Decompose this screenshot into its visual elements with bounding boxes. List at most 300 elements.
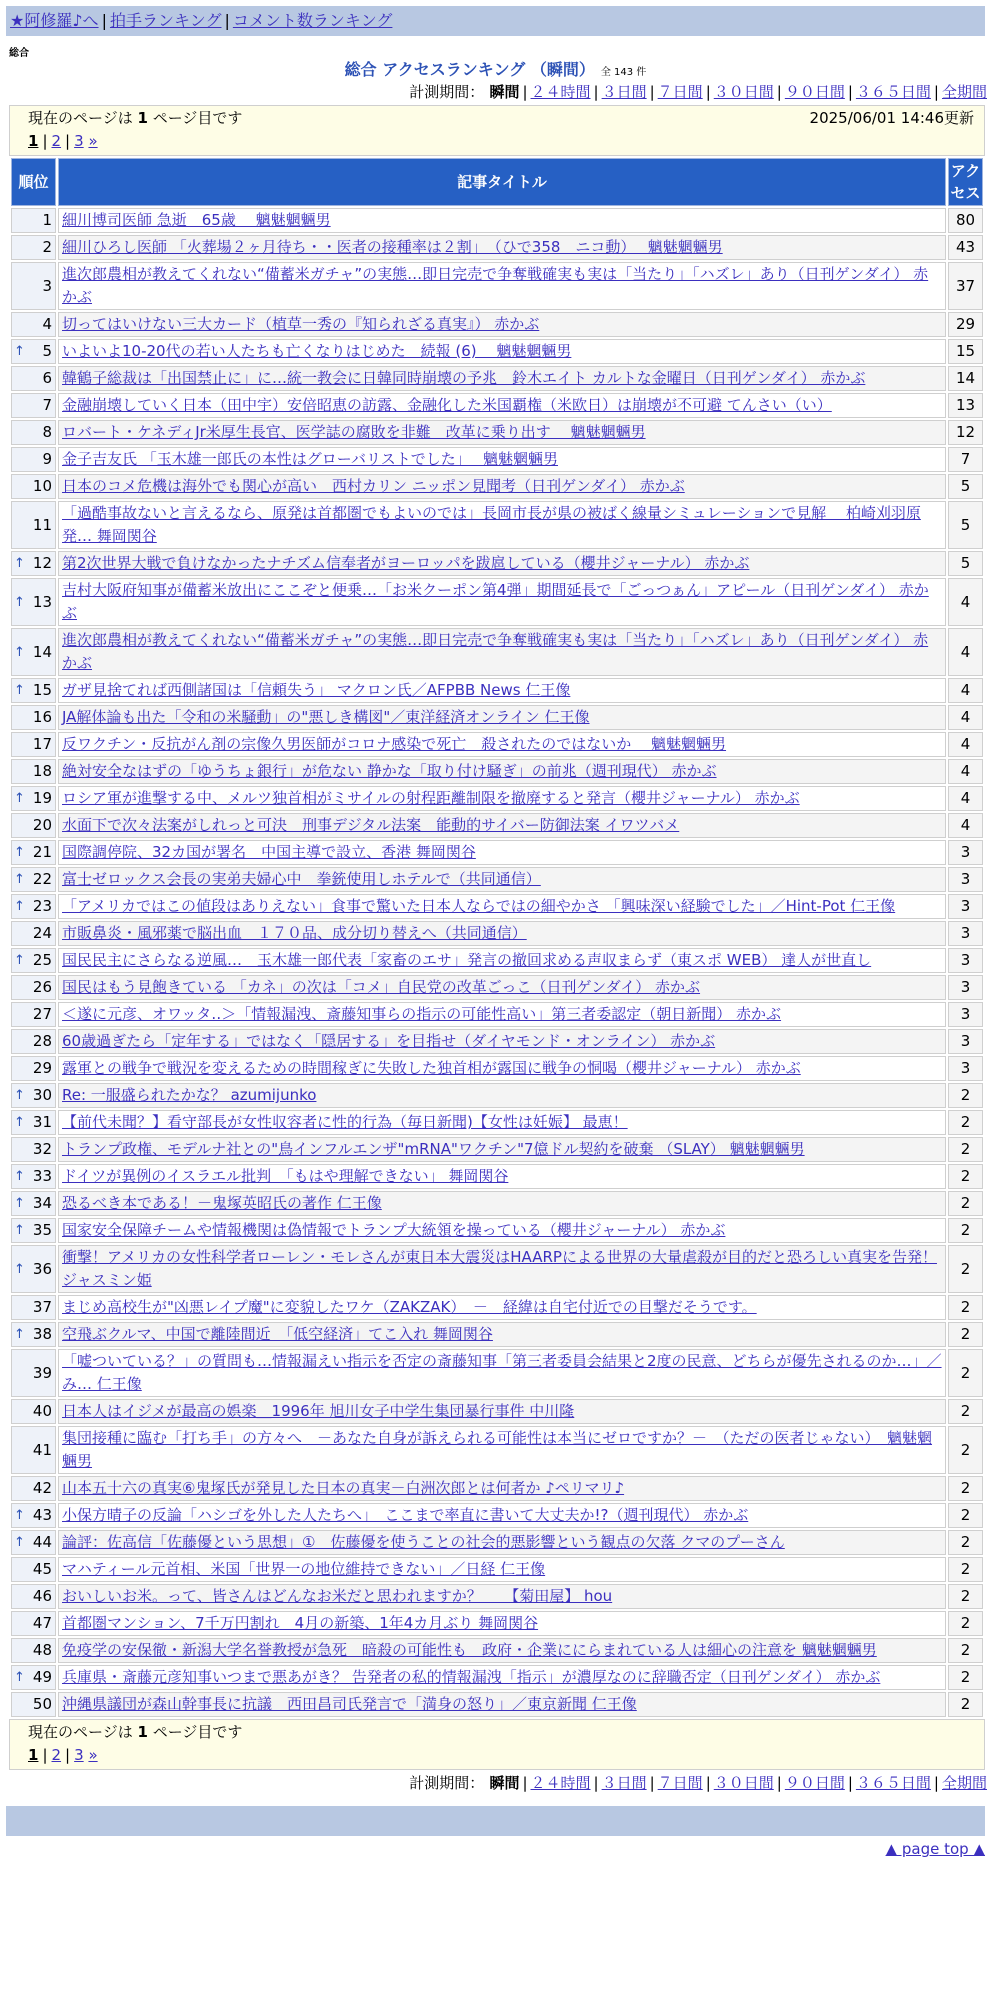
title-cell — [58, 1191, 946, 1216]
category-label: 総合 — [9, 48, 29, 59]
article-link[interactable]: トランプ政権、モデルナ社との"鳥インフルエンザ"mRNA"ワクチン"7億ドル契約を破棄 （SLAY） 魑魅魍魎男 — [62, 1140, 805, 1158]
article-link[interactable]: 衝撃！アメリカの女性科学者ローレン・モレさんが東日本大震災はHAARPによる世界の大量虐殺が目的だと恐ろしい真実を告発！ ジャスミン姫 — [62, 1248, 937, 1289]
article-link[interactable]: 金融崩壊していく日本（田中宇）安倍昭恵の訪露、金融化した米国覇権（米欧日）は崩壊が不可避 てんさい（い） — [62, 396, 832, 414]
article-link[interactable]: 首都圏マンション、7千万円割れ 4月の新築、1年4カ月ぶり 舞岡関谷 — [62, 1614, 539, 1632]
rank-cell — [11, 867, 56, 892]
rank-cell — [11, 628, 56, 676]
rank-number: 46 — [32, 1587, 52, 1605]
rank-number: 4 — [42, 315, 52, 333]
rank-number: 29 — [32, 1059, 52, 1077]
rank-number: 26 — [32, 978, 52, 996]
access-count: 7 — [948, 447, 983, 472]
title-cell — [58, 840, 946, 865]
rank-number: 20 — [32, 816, 52, 834]
title-cell — [58, 1503, 946, 1528]
table-row — [11, 235, 983, 260]
title-cell — [58, 975, 946, 1000]
article-link[interactable]: ロシア軍が進撃する中、メルツ独首相がミサイルの射程距離制限を撤廃すると発言（櫻井ジャーナル） 赤かぶ — [62, 789, 800, 807]
home-link[interactable]: ★阿修羅♪へ — [10, 11, 99, 30]
title-header: 記事タイトル — [58, 158, 946, 206]
table-row — [11, 447, 983, 472]
table-row — [11, 1056, 983, 1081]
next-page-link[interactable]: » — [88, 132, 98, 150]
access-count: 2 — [948, 1083, 983, 1108]
article-link[interactable]: 60歳過ぎたら「定年する」ではなく「隠居する」を目指せ（ダイヤモンド・オンライン） 赤かぶ — [62, 1032, 716, 1050]
access-count: 13 — [948, 393, 983, 418]
article-link[interactable]: 集団接種に臨む「打ち手」の方々へ －あなた自身が訴えられる可能性は本当にゼロですか？－ （ただの医者じゃない） 魑魅魍魎男 — [62, 1429, 933, 1470]
table-row — [11, 1218, 983, 1243]
article-link[interactable]: まじめ高校生が"凶悪レイプ魔"に変貌したワケ（ZAKZAK） － 経緯は自宅付近での目撃だそうです。 — [62, 1298, 757, 1316]
article-link[interactable]: 日本人はイジメが最高の娯楽＿1996年 旭川女子中学生集団暴行事件 中川隆 — [62, 1402, 575, 1420]
rank-cell — [11, 1399, 56, 1424]
table-row — [11, 975, 983, 1000]
rank-cell — [11, 840, 56, 865]
rank-up-arrow-icon: ↑ — [14, 344, 25, 359]
page-current: 1 — [28, 1746, 39, 1764]
period-separator: | — [933, 1774, 939, 1792]
title-cell — [58, 1530, 946, 1555]
access-count: 15 — [948, 339, 983, 364]
rank-number: 22 — [32, 870, 52, 888]
access-count: 4 — [948, 813, 983, 838]
rank-number: 25 — [32, 951, 52, 969]
page-title — [0, 59, 991, 81]
access-count: 4 — [948, 732, 983, 757]
clap-ranking-link[interactable]: 拍手ランキング — [109, 11, 222, 30]
table-row — [11, 1584, 983, 1609]
table-row — [11, 1191, 983, 1216]
next-page-link[interactable]: » — [88, 1746, 98, 1764]
article-link[interactable]: 進次郎農相が教えてくれない“備蓄米ガチャ”の実態…即日完売で争奪戦確実も実は「当たり」「ハズレ」あり（日刊ゲンダイ） 赤かぶ — [62, 631, 929, 672]
page-top-link[interactable]: ▲ page top ▲ — [885, 1840, 985, 1858]
rank-number: 15 — [32, 681, 52, 699]
rank-up-arrow-icon: ↑ — [14, 1223, 25, 1238]
article-link[interactable]: 絶対安全なはずの「ゆうちょ銀行」が危ない 静かな「取り付け騒ぎ」の前兆（週刊現代） 赤かぶ — [62, 762, 717, 780]
rank-up-arrow-icon: ↑ — [14, 556, 25, 571]
title-cell — [58, 1083, 946, 1108]
rank-up-arrow-icon: ↑ — [14, 953, 25, 968]
rank-cell — [11, 1002, 56, 1027]
article-link[interactable]: 市販鼻炎・風邪薬で脳出血 １７０品、成分切り替えへ（共同通信） — [62, 924, 527, 942]
article-link[interactable]: 沖縄県議団が森山幹事長に抗議 西田昌司氏発言で「満身の怒り」／東京新聞 仁王像 — [62, 1695, 637, 1713]
rank-number: 45 — [32, 1560, 52, 1578]
rank-cell — [11, 366, 56, 391]
rank-cell — [11, 393, 56, 418]
rank-number: 36 — [32, 1259, 52, 1278]
article-link[interactable]: 山本五十六の真実⑥鬼塚氏が発見した日本の真実－白洲次郎とは何者か ♪ペリマリ♪ — [62, 1479, 625, 1497]
period-link-1[interactable]: ３日間 — [601, 1774, 647, 1792]
rank-number: 19 — [32, 789, 52, 807]
rank-number: 12 — [32, 554, 52, 572]
bottom-bar — [6, 1806, 985, 1836]
period-link-6[interactable]: 全期間 — [941, 1774, 987, 1792]
title-cell — [58, 1322, 946, 1347]
access-count: 2 — [948, 1692, 983, 1717]
article-link[interactable]: 水面下で次々法案がしれっと可決 刑事デジタル法案 能動的サイバー防御法案 イワツバメ — [62, 816, 680, 834]
page-link-3[interactable]: 3 — [74, 1746, 84, 1764]
page-link-2[interactable]: 2 — [51, 1746, 62, 1764]
article-link[interactable]: いよいよ10-20代の若い人たちも亡くなりはじめた 続報 (6) 魑魅魍魎男 — [62, 342, 572, 360]
title-cell — [58, 1137, 946, 1162]
rank-cell — [11, 1638, 56, 1663]
article-link[interactable]: 細川ひろし医師 「火葬場２ヶ月待ち・・医者の接種率は２割」 （ひで358 ニコ動） 魑魅魍魎男 — [62, 238, 723, 256]
updated-timestamp: 2025/06/01 14:46更新 — [809, 109, 974, 127]
rank-up-arrow-icon: ↑ — [14, 899, 25, 914]
rank-number: 49 — [32, 1668, 52, 1686]
rank-cell — [11, 1476, 56, 1501]
access-count: 2 — [948, 1584, 983, 1609]
access-count: 2 — [948, 1245, 983, 1293]
access-count: 2 — [948, 1426, 983, 1474]
rank-up-arrow-icon: ↑ — [14, 1196, 25, 1211]
rank-number: 13 — [32, 592, 52, 611]
access-count: 80 — [948, 208, 983, 233]
rank-cell — [11, 894, 56, 919]
period-separator: | — [649, 83, 655, 101]
article-link[interactable]: ロバート・ケネディJr米厚生長官、医学誌の腐敗を非難 改革に乗り出す 魑魅魍魎男 — [62, 423, 646, 441]
table-row — [11, 208, 983, 233]
rank-cell — [11, 1218, 56, 1243]
table-row — [11, 1692, 983, 1717]
rank-number: 31 — [32, 1113, 52, 1131]
rank-cell — [11, 732, 56, 757]
rank-cell — [11, 1029, 56, 1054]
title-cell — [58, 1557, 946, 1582]
title-cell — [58, 1002, 946, 1027]
access-count: 4 — [948, 759, 983, 784]
rank-number: 9 — [42, 450, 52, 468]
title-cell — [58, 894, 946, 919]
period-link-3[interactable]: ３０日間 — [713, 1774, 774, 1792]
access-count: 4 — [948, 678, 983, 703]
access-count: 43 — [948, 235, 983, 260]
rank-cell — [11, 447, 56, 472]
article-link[interactable]: ＜遂に元彦、オワッタ‥＞「情報漏洩、斎藤知事らの指示の可能性高い」第三者委認定（朝日新聞） 赤かぶ — [62, 1005, 782, 1023]
rank-number: 43 — [32, 1506, 52, 1524]
article-link[interactable]: 韓鶴子総裁は「出国禁止に」に…統一教会に日韓同時崩壊の予兆 鈴木エイト カルトな金曜日（日刊ゲンダイ） 赤かぶ — [62, 369, 866, 387]
rank-up-arrow-icon: ↑ — [14, 1508, 25, 1523]
article-link[interactable]: 国際調停院、32カ国が署名 中国主導で設立、香港 舞岡関谷 — [62, 843, 476, 861]
article-link[interactable]: 切ってはいけない三大カード（植草一秀の『知られざる真実』） 赤かぶ — [62, 315, 540, 333]
table-row — [11, 1557, 983, 1582]
article-link[interactable]: 金子吉友氏 「玉木雄一郎氏の本性はグローバリストでした」 魑魅魍魎男 — [62, 450, 558, 468]
access-count: 2 — [948, 1476, 983, 1501]
access-count: 2 — [948, 1611, 983, 1636]
period-link-3[interactable]: ３０日間 — [713, 83, 774, 101]
rank-number: 10 — [32, 477, 52, 495]
title-cell — [58, 366, 946, 391]
article-link[interactable]: マハティール元首相、米国「世界一の地位維持できない」／日経 仁王像 — [62, 1560, 546, 1578]
rank-number: 33 — [32, 1167, 52, 1185]
table-row — [11, 840, 983, 865]
rank-cell — [11, 1557, 56, 1582]
period-link-2[interactable]: ７日間 — [657, 83, 703, 101]
title-cell — [58, 1638, 946, 1663]
period-link-0[interactable]: ２４時間 — [530, 83, 591, 101]
comment-ranking-link[interactable]: コメント数ランキング — [232, 11, 393, 30]
access-count: 5 — [948, 551, 983, 576]
title-cell — [58, 312, 946, 337]
rank-number: 32 — [32, 1140, 52, 1158]
access-count: 3 — [948, 867, 983, 892]
article-link[interactable]: おいしいお米。って、皆さんはどんなお米だと思われますか？ 【菊田屋】 hou — [62, 1587, 613, 1605]
title-cell — [58, 705, 946, 730]
article-link[interactable]: 進次郎農相が教えてくれない“備蓄米ガチャ”の実態…即日完売で争奪戦確実も実は「当たり」「ハズレ」あり（日刊ゲンダイ） 赤かぶ — [62, 265, 929, 306]
period-label: 計測期間： — [409, 83, 485, 101]
table-row — [11, 1530, 983, 1555]
table-row — [11, 393, 983, 418]
access-count: 2 — [948, 1191, 983, 1216]
period-separator: | — [649, 1774, 655, 1792]
rank-number: 5 — [42, 342, 52, 360]
rank-number: 27 — [32, 1005, 52, 1023]
rank-cell — [11, 474, 56, 499]
access-count: 5 — [948, 501, 983, 549]
rank-up-arrow-icon: ↑ — [14, 683, 25, 698]
current-page-text: 現在のページは 1 ページ目です — [28, 109, 243, 127]
rank-cell — [11, 1164, 56, 1189]
table-row — [11, 501, 983, 549]
page-links — [28, 130, 974, 153]
rank-number: 8 — [42, 423, 52, 441]
title-cell — [58, 1218, 946, 1243]
access-count: 3 — [948, 1002, 983, 1027]
title-cell — [58, 921, 946, 946]
rank-cell — [11, 420, 56, 445]
access-count: 2 — [948, 1399, 983, 1424]
article-link[interactable]: 論評：佐高信「佐藤優という思想」① 佐藤優を使うことの社会的悪影響という観点の欠落 クマのプーさん — [62, 1533, 785, 1551]
period-selector — [0, 81, 991, 103]
title-cell — [58, 474, 946, 499]
period-separator: | — [847, 83, 853, 101]
article-link[interactable]: 第2次世界大戦で負けなかったナチズム信奉者がヨーロッパを跋扈している（櫻井ジャーナル） 赤かぶ — [62, 554, 750, 572]
table-row — [11, 1002, 983, 1027]
period-label: 計測期間： — [409, 1774, 485, 1792]
access-count: 3 — [948, 1056, 983, 1081]
period-current: 瞬間 — [484, 83, 520, 101]
period-separator: | — [593, 1774, 599, 1792]
rank-cell — [11, 339, 56, 364]
article-link[interactable]: 国民民主にさらなる逆風… 玉木雄一郎代表「家畜のエサ」発言の撤回求める声収まらず（東スポ WEB） 達人が世直し — [62, 951, 872, 969]
article-link[interactable]: ガザ見捨てれば西側諸国は「信頼失う」 マクロン氏／AFPBB News 仁王像 — [62, 681, 571, 699]
table-row — [11, 420, 983, 445]
rank-number: 2 — [42, 238, 52, 256]
title-cell — [58, 1476, 946, 1501]
rank-up-arrow-icon: ↑ — [14, 1261, 25, 1277]
period-separator: | — [593, 83, 599, 101]
rank-cell — [11, 678, 56, 703]
access-count: 2 — [948, 1530, 983, 1555]
rank-up-arrow-icon: ↑ — [14, 845, 25, 860]
page-link-3[interactable]: 3 — [74, 132, 84, 150]
rank-number: 3 — [42, 276, 52, 295]
period-link-0[interactable]: ２４時間 — [530, 1774, 591, 1792]
page-link-2[interactable]: 2 — [51, 132, 62, 150]
rank-cell — [11, 813, 56, 838]
period-separator: | — [522, 83, 528, 101]
table-row — [11, 1665, 983, 1690]
access-count: 3 — [948, 948, 983, 973]
table-row — [11, 948, 983, 973]
title-cell — [58, 1426, 946, 1474]
access-count: 3 — [948, 840, 983, 865]
article-link[interactable]: 空飛ぶクルマ、中国で離陸間近 「低空経済」てこ入れ 舞岡関谷 — [62, 1325, 493, 1343]
rank-up-arrow-icon: ↑ — [14, 1115, 25, 1130]
table-row — [11, 628, 983, 676]
ranking-table — [9, 156, 985, 1719]
title-cell — [58, 1245, 946, 1293]
article-link[interactable]: 吉村大阪府知事が備蓄米放出にここぞと便乗…「お米クーポン第4弾」期間延長で「ごっつぁん」アピール（日刊ゲンダイ） 赤かぶ — [62, 581, 929, 622]
rank-number: 37 — [32, 1298, 52, 1316]
page-separator: | — [42, 1746, 48, 1764]
access-count: 2 — [948, 1295, 983, 1320]
period-separator: | — [522, 1774, 528, 1792]
rank-up-arrow-icon: ↑ — [14, 872, 25, 887]
page-separator: | — [65, 1746, 71, 1764]
title-cell — [58, 1164, 946, 1189]
title-cell — [58, 393, 946, 418]
period-link-4[interactable]: ９０日間 — [784, 1774, 845, 1792]
title-cell — [58, 732, 946, 757]
article-link[interactable]: ドイツが異例のイスラエル批判 「もはや理解できない」 舞岡関谷 — [62, 1167, 509, 1185]
title-cell — [58, 578, 946, 626]
rank-number: 40 — [32, 1402, 52, 1420]
period-link-2[interactable]: ７日間 — [657, 1774, 703, 1792]
rank-number: 1 — [42, 211, 52, 229]
article-link[interactable]: 免疫学の安保徹・新潟大学名誉教授が急死 暗殺の可能性も 政府・企業ににらまれている人は細心の注意を 魑魅魍魎男 — [62, 1641, 877, 1659]
access-count: 3 — [948, 921, 983, 946]
article-link[interactable]: 「過酷事故ないと言えるなら、原発は首都圏でもよいのでは」長岡市長が県の被ばく線量シミュレーションで見解 柏崎刈羽原発… 舞岡関谷 — [62, 504, 921, 545]
table-row — [11, 339, 983, 364]
article-link[interactable]: 「アメリカではこの値段はありえない」食事で驚いた日本人ならではの細やかさ 「興味深い経験でした」／Hint-Pot 仁王像 — [62, 897, 896, 915]
rank-number: 50 — [32, 1695, 52, 1713]
access-count: 2 — [948, 1137, 983, 1162]
period-link-1[interactable]: ３日間 — [601, 83, 647, 101]
table-row — [11, 551, 983, 576]
access-count: 37 — [948, 262, 983, 310]
rank-number: 24 — [32, 924, 52, 942]
table-row — [11, 1638, 983, 1663]
article-link[interactable]: 細川博司医師 急逝 65歳 魑魅魍魎男 — [62, 211, 331, 229]
period-link-6[interactable]: 全期間 — [941, 83, 987, 101]
title-cell — [58, 1029, 946, 1054]
rank-cell — [11, 312, 56, 337]
table-row — [11, 1245, 983, 1293]
access-count: 3 — [948, 975, 983, 1000]
title-cell — [58, 759, 946, 784]
period-link-5[interactable]: ３６５日間 — [855, 83, 931, 101]
rank-number: 21 — [32, 843, 52, 861]
access-count: 2 — [948, 1164, 983, 1189]
article-link[interactable]: 露軍との戦争で戦況を変えるための時間稼ぎに失敗した独首相が露国に戦争の恫喝（櫻井ジャーナル） 赤かぶ — [62, 1059, 801, 1077]
rank-number: 23 — [32, 897, 52, 915]
rank-header: 順位 — [11, 158, 56, 206]
title-cell — [58, 867, 946, 892]
article-link[interactable]: 小保方晴子の反論「ハシゴを外した人たちへ」 ここまで率直に書いて大丈夫か!?（週刊現代） 赤かぶ — [62, 1506, 749, 1524]
pager-top — [9, 105, 985, 156]
rank-cell — [11, 1295, 56, 1320]
rank-cell — [11, 1426, 56, 1474]
article-link[interactable]: 国民はもう見飽きている 「カネ」の次は「コメ」自民党の改革ごっこ（日刊ゲンダイ） 赤かぶ — [62, 978, 701, 996]
table-row — [11, 1164, 983, 1189]
rank-up-arrow-icon: ↑ — [14, 1169, 25, 1184]
rank-cell — [11, 1056, 56, 1081]
title-cell — [58, 1692, 946, 1717]
rank-number: 47 — [32, 1614, 52, 1632]
article-link[interactable]: Re: 一服盛られたかな？ azumijunko — [62, 1086, 317, 1104]
access-count: 2 — [948, 1110, 983, 1135]
rank-cell — [11, 705, 56, 730]
rank-cell — [11, 208, 56, 233]
total-count: 全 143 件 — [600, 67, 647, 78]
article-link[interactable]: 国家安全保障チームや情報機関は偽情報でトランプ大統領を操っている（櫻井ジャーナル） 赤かぶ — [62, 1221, 726, 1239]
rank-cell — [11, 235, 56, 260]
rank-cell — [11, 1692, 56, 1717]
rank-up-arrow-icon: ↑ — [14, 644, 25, 660]
article-link[interactable]: JA解体論も出た「令和の米騒動」の"悪しき構図"／東洋経済オンライン 仁王像 — [62, 708, 590, 726]
table-row — [11, 262, 983, 310]
rank-number: 44 — [32, 1533, 52, 1551]
title-cell — [58, 813, 946, 838]
article-link[interactable]: 恐るべき本である！－鬼塚英昭氏の著作 仁王像 — [62, 1194, 382, 1212]
period-link-4[interactable]: ９０日間 — [784, 83, 845, 101]
rank-number: 48 — [32, 1641, 52, 1659]
rank-cell — [11, 551, 56, 576]
access-count: 3 — [948, 1029, 983, 1054]
ranking-title: 総合 アクセスランキング （瞬間） — [344, 60, 595, 79]
article-link[interactable]: 富士ゼロックス会長の実弟夫婦心中 拳銃使用しホテルで（共同通信） — [62, 870, 541, 888]
rank-cell — [11, 501, 56, 549]
period-link-5[interactable]: ３６５日間 — [855, 1774, 931, 1792]
table-row — [11, 1322, 983, 1347]
article-link[interactable]: 「嘘ついている？」の質問も…情報漏えい指示を否定の斎藤知事「第三者委員会結果と2度の民意、どちらが優先されるのか…」／み… 仁王像 — [62, 1352, 942, 1393]
article-link[interactable]: 反ワクチン・反抗がん剤の宗像久男医師がコロナ感染で死亡 殺されたのではないか 魑魅魍魎男 — [62, 735, 727, 753]
article-link[interactable]: 【前代未聞？】看守部長が女性収容者に性的行為（毎日新聞)【女性は妊娠】 最恵！ — [62, 1113, 628, 1131]
rank-cell — [11, 1245, 56, 1293]
table-row — [11, 366, 983, 391]
rank-number: 16 — [32, 708, 52, 726]
rank-number: 30 — [32, 1086, 52, 1104]
access-count: 4 — [948, 578, 983, 626]
table-row — [11, 1349, 983, 1397]
title-cell — [58, 339, 946, 364]
article-link[interactable]: 兵庫県・斎藤元彦知事いつまで悪あがき？ 告発者の私的情報漏洩「指示」が濃厚なのに辞職否定（日刊ゲンダイ） 赤かぶ — [62, 1668, 881, 1686]
title-cell — [58, 1399, 946, 1424]
access-count: 2 — [948, 1557, 983, 1582]
rank-number: 11 — [32, 515, 52, 534]
rank-number: 41 — [32, 1440, 52, 1459]
period-separator: | — [705, 83, 711, 101]
rank-up-arrow-icon: ↑ — [14, 1535, 25, 1550]
page-separator: | — [65, 132, 71, 150]
access-count: 14 — [948, 366, 983, 391]
article-link[interactable]: 日本のコメ危機は海外でも関心が高い 西村カリン ニッポン見聞考（日刊ゲンダイ） 赤かぶ — [62, 477, 685, 495]
table-row — [11, 705, 983, 730]
period-current: 瞬間 — [484, 1774, 520, 1792]
rank-cell — [11, 1349, 56, 1397]
rank-number: 39 — [32, 1363, 52, 1382]
access-count: 4 — [948, 786, 983, 811]
title-cell — [58, 1110, 946, 1135]
table-row — [11, 474, 983, 499]
page-current: 1 — [28, 132, 39, 150]
top-nav-bar — [6, 6, 985, 36]
rank-cell — [11, 1191, 56, 1216]
table-row — [11, 813, 983, 838]
table-row — [11, 867, 983, 892]
title-cell — [58, 551, 946, 576]
rank-up-arrow-icon: ↑ — [14, 1327, 25, 1342]
